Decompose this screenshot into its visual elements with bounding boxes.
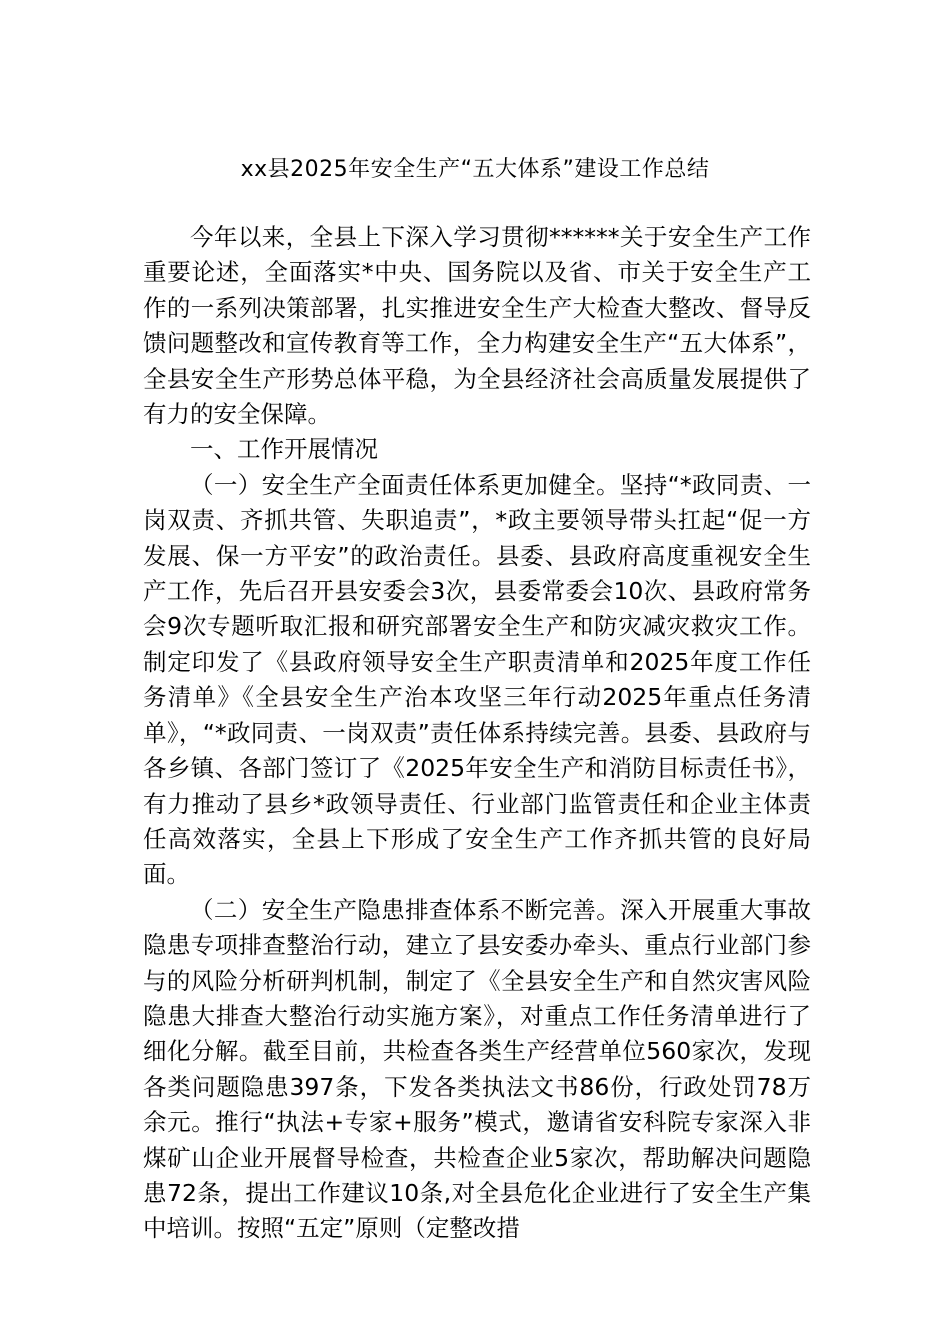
section-heading: 一、工作开展情况 bbox=[190, 435, 378, 464]
document-body bbox=[143, 220, 811, 1247]
document-title: xx县2025年安全生产“五大体系”建设工作总结 bbox=[240, 157, 710, 182]
subsection-paragraph-2: （二）安全生产隐患排查体系不断完善。深入开展重大事故隐患专项排查整治行动，建立了县安委办牵头、重点行业部门参与的风险分析研判机制，制定了《全县安全生产和自然灾害风险隐患大排查大整治行动实施方案》，对重点工作任务清单进行了细化分解。截至目前，共检查各类生产经营单位560家次，发现各类问题隐患397条，下发各类执法文书86份，行政处罚78万余元。推行“执法+专家+服务”模式，邀请省安科院专家深入非煤矿山企业开展督导检查，共检查企业5家次，帮助解决问题隐患72条，提出工作建议10条,对全县危化企业进行了安全生产集中培训。按照“五定”原则（定整改措 bbox=[143, 895, 811, 1243]
intro-paragraph: 今年以来，全县上下深入学习贯彻******关于安全生产工作重要论述，全面落实*中央、国务院以及省、市关于安全生产工作的一系列决策部署，扎实推进安全生产大检查大整改、督导反馈问题整改和宣传教育等工作，全力构建安全生产“五大体系”，全县安全生产形势总体平稳，为全县经济社会高质量发展提供了有力的安全保障。 bbox=[143, 223, 811, 429]
subsection-paragraph-1: （一）安全生产全面责任体系更加健全。坚持“*政同责、一岗双责、齐抓共管、失职追责”，*政主要领导带头扛起“促一方发展、保一方平安”的政治责任。县委、县政府高度重视安全生产工作，先后召开县安委会3次，县委常委会10次、县政府常务会9次专题听取汇报和研究部署安全生产和防灾减灾救灾工作。制定印发了《县政府领导安全生产职责清单和2025年度工作任务清单》《全县安全生产治本攻坚三年行动2025年重点任务清单》，“*政同责、一岗双责”责任体系持续完善。县委、县政府与各乡镇、各部门签订了《2025年安全生产和消防目标责任书》，有力推动了县乡*政领导责任、行业部门监管责任和企业主体责任高效落实，全县上下形成了安全生产工作齐抓共管的良好局面。 bbox=[143, 470, 811, 889]
